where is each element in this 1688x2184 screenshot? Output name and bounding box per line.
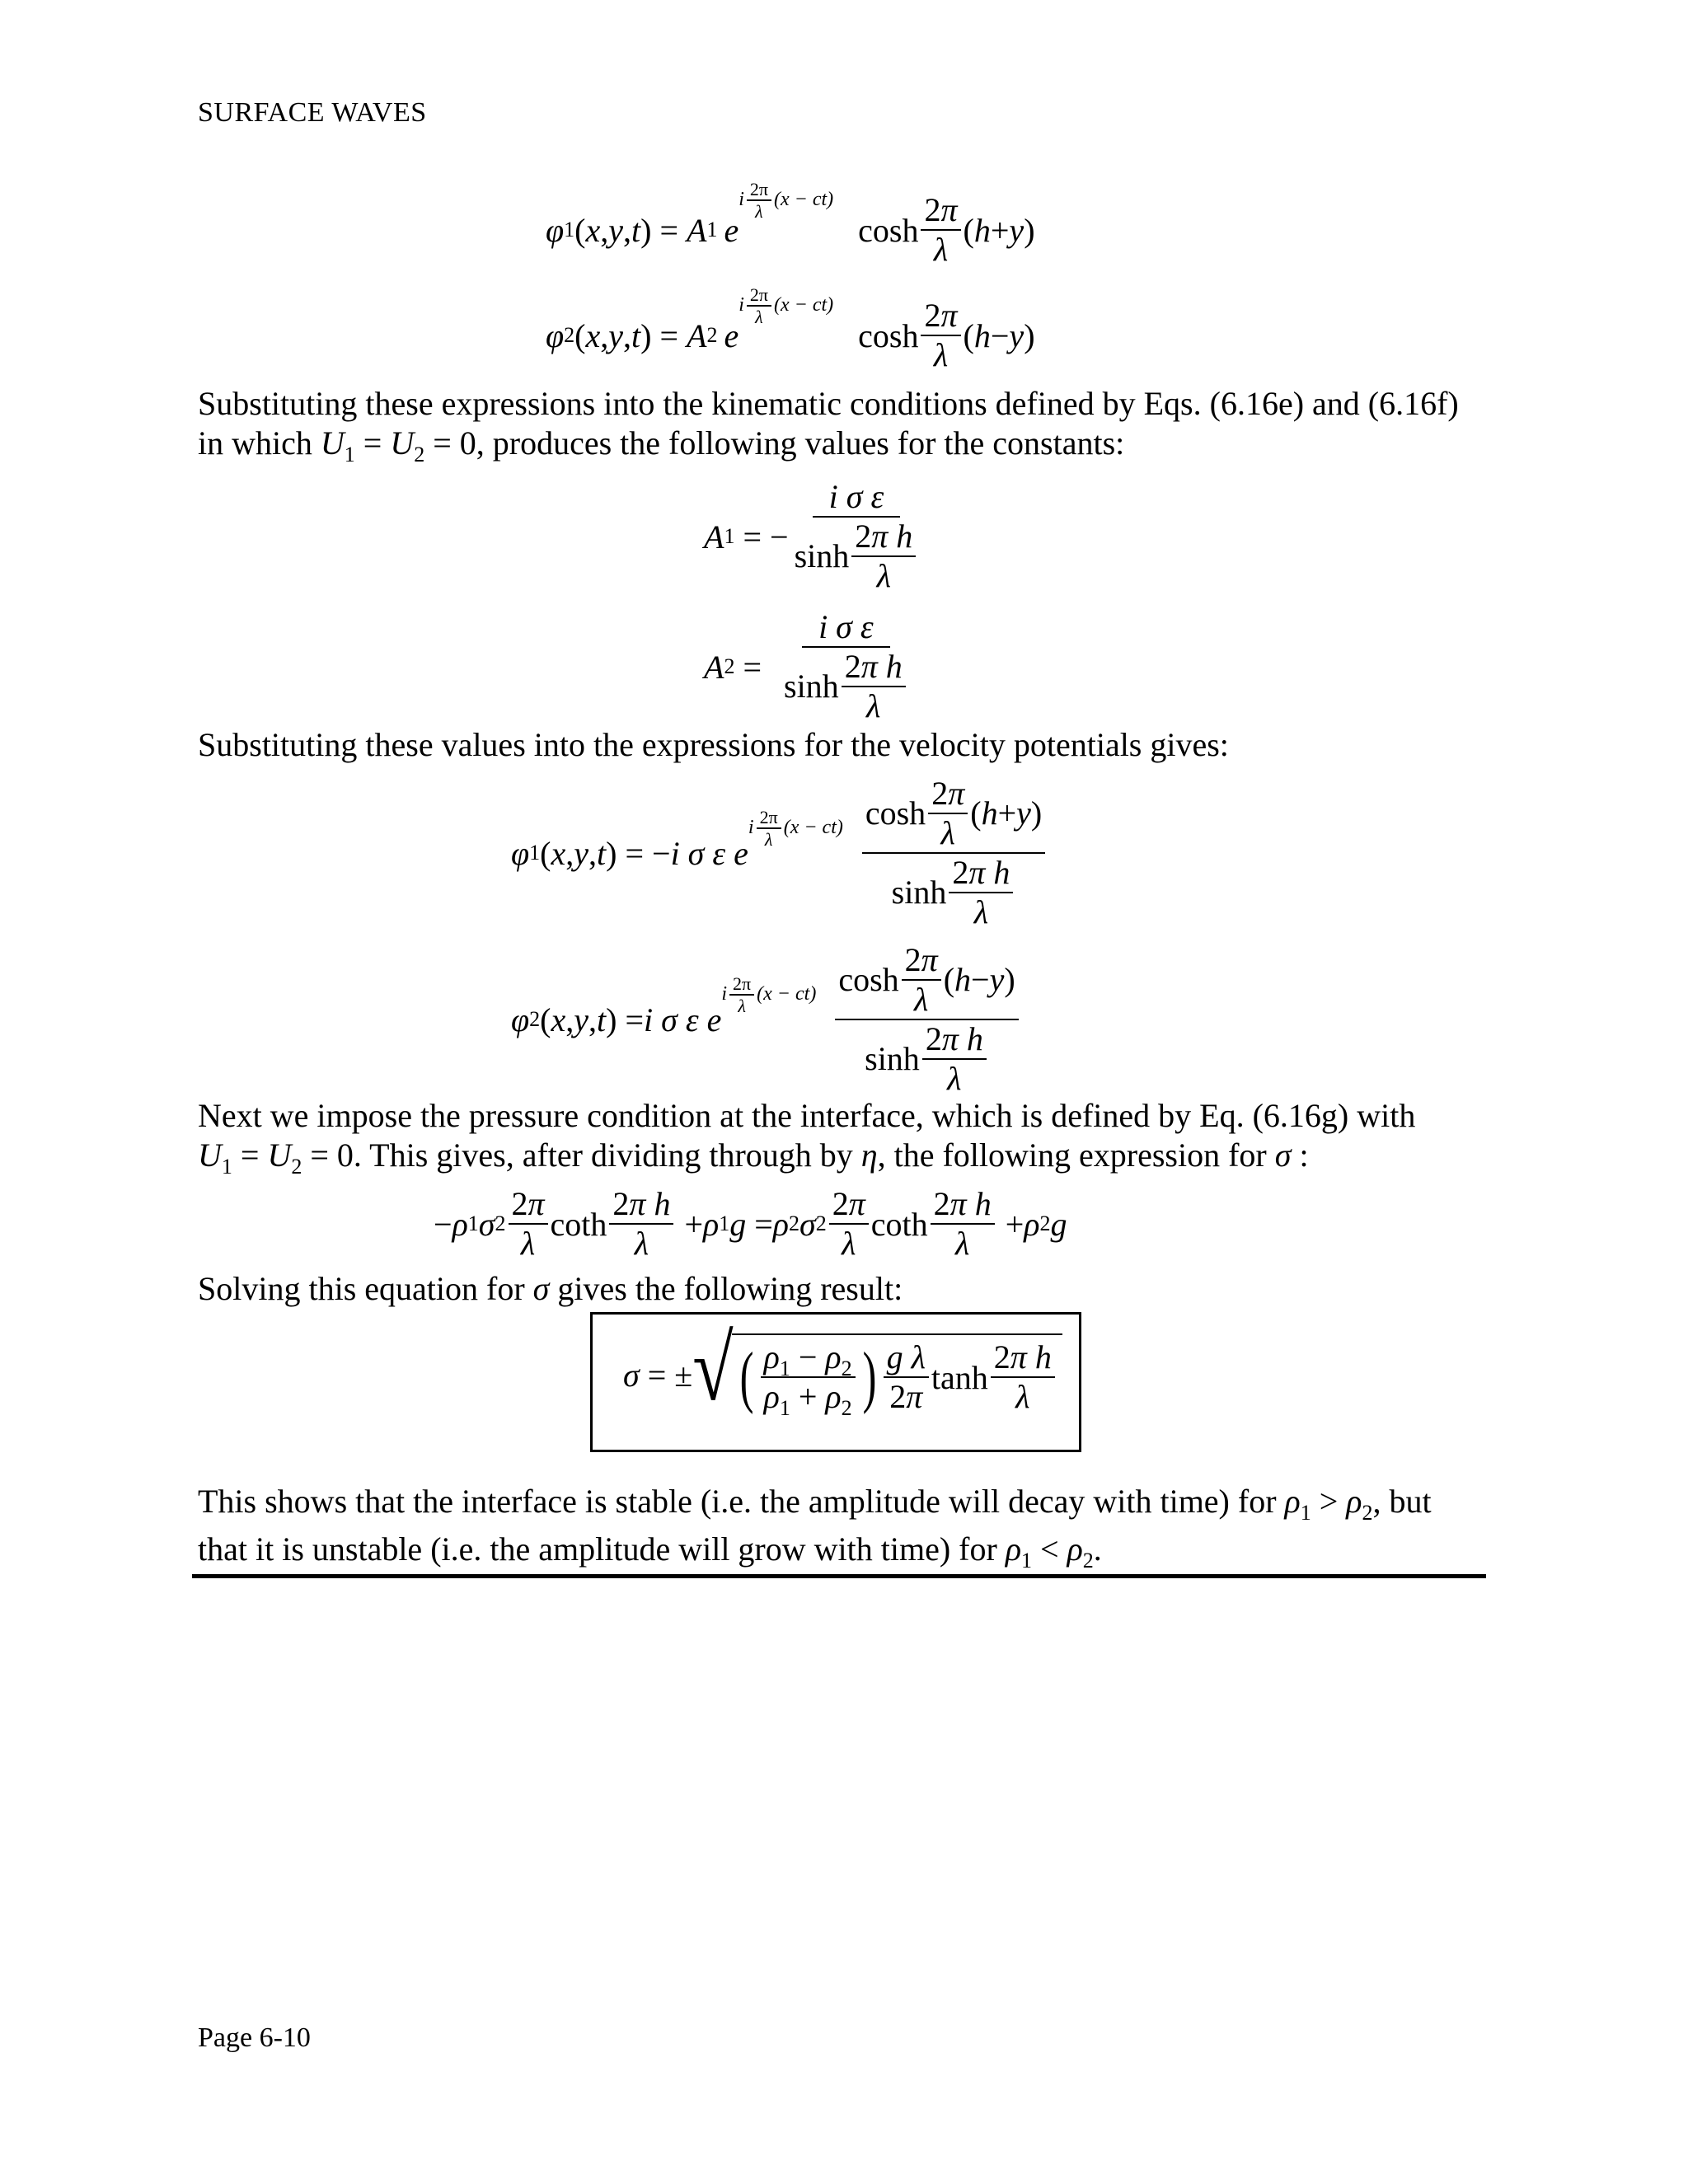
- paragraph-4: Solving this equation for σ gives the following result:: [198, 1270, 903, 1307]
- paragraph-3-line-2: $U_1 = U_2 = 0$. This gives, after dividing through by η, the following expression for σ :: [198, 1137, 1309, 1179]
- equation-A1: A 1 = − i σ ε sinh $\frac{\text{2π h}}{\lambda}$: [704, 478, 924, 595]
- equation-pressure-condition: − ρ 1 σ 2 $\frac{2\pi}{\lambda}$ coth $\frac{\text{2π h}}{\lambda}$ + ρ 1 g = ρ 2 σ 2 $\frac{2\pi}{\lambda}$ coth $\frac{\text{2π h}}{\lambda}$ + ρ 2 g: [434, 1185, 1067, 1262]
- equation-phi2: φ 2 ( x , y , t ) = A 2 e i $\frac{2\pi}{\lambda}$ (x − ct) cosh $\frac{2\pi}{\lambda}$ ( h − y ): [546, 284, 1035, 373]
- equation-sigma-result: σ = ± √ ( $\frac{\rho_1 - \rho_2}{\rho_1 + \rho_2}$ ) $\frac{\text{g λ}}{2\pi}$ tanh $\frac{\text{2π h}}{\lambda}$: [623, 1333, 1062, 1416]
- paragraph-3-line-1: Next we impose the pressure condition at the interface, which is defined by Eq. (6.16g) with: [198, 1097, 1416, 1134]
- page-number: Page 6-10: [198, 2022, 311, 2053]
- equation-phi1: φ 1 ( x , y , t ) = A 1 e i $\frac{2\pi}{\lambda}$ (x − ct) cosh $\frac{2\pi}{\lambda}$ ( h + y ): [546, 178, 1035, 268]
- paragraph-5-line-1: This shows that the interface is stable (i.e. the amplitude will decay with time) for $\rho_1 > \rho_2$, but: [198, 1483, 1432, 1525]
- equation-phi1-result: φ 1 ( x , y , t ) = − i σ ε e i $\frac{2\pi}{\lambda}$ (x − ct) cosh $\frac{2\pi}{\lambda}$ ( h + y ) sinh $\frac{\text{2π h}}{\lambda}$: [511, 775, 1048, 931]
- section-end-rule: [192, 1574, 1486, 1578]
- paragraph-5-line-2: that it is unstable (i.e. the amplitude will grow with time) for $\rho_1 < \rho_2$.: [198, 1530, 1102, 1572]
- paragraph-1-line-1: Substituting these expressions into the kinematic conditions defined by Eqs. (6.16e) and (6.16f): [198, 385, 1459, 422]
- equation-A2: A 2 = i σ ε sinh $\frac{\text{2π h}}{\lambda}$: [704, 608, 914, 725]
- equation-phi2-result: φ 2 ( x , y , t ) = i σ ε e i $\frac{2\pi}{\lambda}$ (x − ct) cosh $\frac{2\pi}{\lambda}$ ( h − y ) sinh $\frac{\text{2π h}}{\lambda}$: [511, 941, 1021, 1098]
- paragraph-2: Substituting these values into the expressions for the velocity potentials gives:: [198, 726, 1229, 763]
- running-header: SURFACE WAVES: [198, 97, 427, 128]
- paragraph-1-line-2: in which $U_1 = U_2 = 0$, produces the following values for the constants:: [198, 424, 1125, 466]
